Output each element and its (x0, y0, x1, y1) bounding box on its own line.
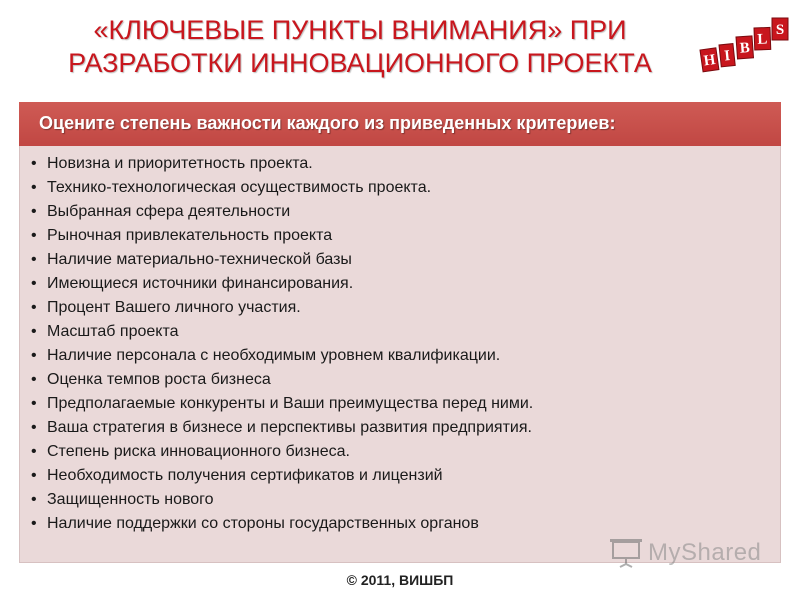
criteria-item (31, 512, 771, 536)
logo-letter-b: B (739, 40, 751, 57)
criteria-item (31, 224, 771, 248)
hibls-logo-tiles (700, 18, 788, 72)
criteria-item (31, 296, 771, 320)
bullet-icon: • (31, 395, 37, 412)
criteria-item-text: Масштаб проекта (47, 323, 179, 340)
logo-letter-h: H (702, 52, 717, 70)
watermark-text: MyShared (648, 539, 762, 566)
bullet-icon: • (31, 323, 37, 340)
criteria-item (31, 464, 771, 488)
criteria-item (31, 248, 771, 272)
bullet-icon: • (31, 155, 37, 172)
criteria-item-text: Технико-технологическая осуществимость проекта. (47, 179, 432, 196)
bullet-icon: • (31, 251, 37, 268)
criteria-item (31, 272, 771, 296)
logo-letter-l: L (757, 31, 768, 48)
criteria-item (31, 416, 771, 440)
bullet-icon: • (31, 443, 37, 460)
criteria-item-text: Новизна и приоритетность проекта. (47, 155, 313, 172)
logo-letter-i: I (723, 47, 731, 65)
criteria-item-text: Наличие поддержки со стороны государственных органов (47, 515, 479, 532)
criteria-list (31, 152, 771, 536)
criteria-item (31, 344, 771, 368)
criteria-item-text: Рыночная привлекательность проекта (47, 227, 333, 244)
bullet-icon: • (31, 227, 37, 244)
bullet-icon: • (31, 419, 37, 436)
slide-title (0, 14, 720, 80)
bullet-icon: • (31, 467, 37, 484)
bullet-icon: • (31, 299, 37, 316)
criteria-item (31, 200, 771, 224)
bullet-icon: • (31, 491, 37, 508)
bullet-icon: • (31, 371, 37, 388)
criteria-item-text: Наличие материально-технической базы (47, 251, 352, 268)
criteria-item-text: Защищенность нового (47, 491, 214, 508)
criteria-item-text: Наличие персонала с необходимым уровнем квалификации. (47, 347, 501, 364)
criteria-item-text: Степень риска инновационного бизнеса. (47, 443, 350, 460)
bullet-icon: • (31, 515, 37, 532)
criteria-item (31, 392, 771, 416)
criteria-item-text: Необходимость получения сертификатов и лицензий (47, 467, 443, 484)
criteria-item (31, 440, 771, 464)
myshared-watermark (608, 535, 761, 571)
criteria-item (31, 488, 771, 512)
slide-title-line-2: РАЗРАБОТКИ ИННОВАЦИОННОГО ПРОЕКТА (68, 48, 652, 78)
bullet-icon: • (31, 179, 37, 196)
criteria-item (31, 152, 771, 176)
criteria-item-text: Имеющиеся источники финансирования. (47, 275, 354, 292)
bullet-icon: • (31, 275, 37, 292)
criteria-item-text: Процент Вашего личного участия. (47, 299, 301, 316)
slide-title-line-1: «КЛЮЧЕВЫЕ ПУНКТЫ ВНИМАНИЯ» ПРИ (93, 15, 627, 45)
logo-letter-s: S (775, 22, 785, 38)
criteria-item-text: Оценка темпов роста бизнеса (47, 371, 271, 388)
bullet-icon: • (31, 203, 37, 220)
criteria-item-text: Предполагаемые конкуренты и Ваши преимущества перед ними. (47, 395, 534, 412)
criteria-header-text: Оцените степень важности каждого из приведенных критериев: (39, 113, 616, 133)
criteria-item (31, 320, 771, 344)
criteria-header (19, 102, 781, 146)
criteria-item (31, 176, 771, 200)
copyright-footer: © 2011, ВИШБП (346, 572, 454, 588)
bullet-icon: • (31, 347, 37, 364)
hibls-logo (692, 14, 792, 84)
criteria-item-text: Выбранная сфера деятельности (47, 203, 291, 220)
projector-screen-icon (608, 537, 644, 569)
criteria-item (31, 368, 771, 392)
criteria-item-text: Ваша стратегия в бизнесе и перспективы развития предприятия. (47, 419, 532, 436)
